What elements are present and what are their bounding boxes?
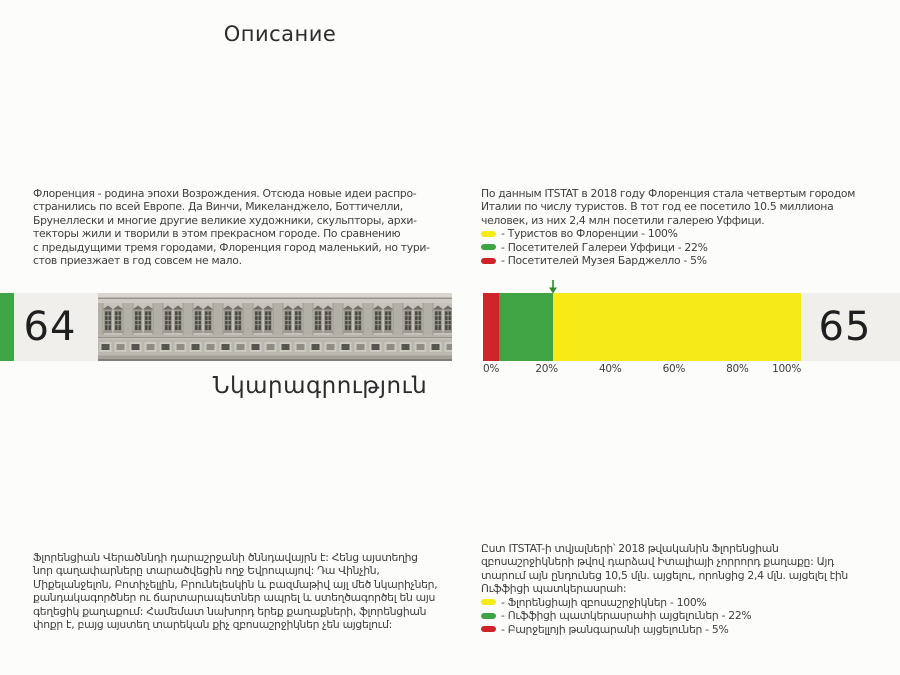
text-line: Ըստ ITSTAT-ի տվյալների՝ 2018 թվականին Ֆլորենցիան xyxy=(481,542,779,555)
legend-item xyxy=(481,254,896,267)
legend-label: - Посетителей Галереи Уффици - 22% xyxy=(501,240,708,254)
text-line: текторы жили и творили в этом прекрасном городе. По сравнению xyxy=(33,227,401,241)
down-arrow-icon xyxy=(548,280,557,294)
marker-arrow xyxy=(548,279,557,298)
text-line: человек, из них 2,4 млн посетили галерею Уффици. xyxy=(481,213,765,227)
text-line: նոր գաղափարները տարածվեցին ողջ Եվրոպայով: Դա Վինչին, xyxy=(33,564,380,578)
text-line: քանդակագործներ ու ճարտարապետներ ապրել և ստեղծագործել են այս xyxy=(33,591,436,605)
uffizi-facade-photo xyxy=(98,293,452,361)
armenian-stats-paragraph xyxy=(481,542,896,596)
chart-marker-layer xyxy=(483,279,801,293)
text-line: Ֆլորենցիան Վերածննդի դարաշրջանի ծննդավայրն է: Հենց այստեղից xyxy=(33,551,418,564)
text-line: По данным ITSTAT в 2018 году Флоренция стала четвертым городом xyxy=(481,187,856,200)
uffizi-facade-photo-svg xyxy=(98,293,452,361)
text-line: с предыдущими тремя городами, Флоренция город маленький, но тури- xyxy=(33,240,430,254)
legend-item xyxy=(481,622,896,635)
yellow-swatch-icon xyxy=(481,231,496,237)
text-line: Брунеллески и многие другие великие художники, скульпторы, архи- xyxy=(33,213,417,227)
russian-description-paragraph xyxy=(33,187,453,267)
text-line: Флоренция - родина эпохи Возрождения. Отсюда новые идеи распро- xyxy=(33,187,417,200)
text-line: գեղեցիկ քաղաքում: Համեմատ նախորդ երեք քաղաքների, ֆլորենցիան xyxy=(33,604,427,618)
text-line: Италии по числу туристов. В тот год ее посетило 10.5 миллиона xyxy=(481,200,834,214)
text-line: զբոսաշրջիկների թվով դարձավ Իտալիայի չորրորդ քաղաքը: Այդ xyxy=(481,555,835,569)
armenian-stats-block xyxy=(481,542,896,636)
green-swatch-icon xyxy=(481,613,496,619)
bar-segment-yellow xyxy=(553,293,801,361)
text-line: странились по всей Европе. Да Винчи, Микеланджело, Боттичелли, xyxy=(33,200,403,214)
red-swatch-icon xyxy=(481,258,496,264)
page-number-left: 64 xyxy=(23,304,77,350)
russian-chart-legend xyxy=(481,227,896,267)
legend-label: - Բարջելլոյի թանգարանի այցելուներ - 5% xyxy=(501,622,729,636)
legend-item xyxy=(481,241,896,254)
legend-item xyxy=(481,609,896,622)
yellow-swatch-icon xyxy=(481,599,496,605)
legend-label: - Туристов во Флоренции - 100% xyxy=(501,227,678,241)
legend-label: - Посетителей Музея Барджелло - 5% xyxy=(501,254,707,268)
text-line: փոքր է, բայց այստեղ տարեկան քիչ զբոսաշրջիկներ չեն այցելում: xyxy=(33,618,392,632)
text-line: Միքելանջելոն, Բոտիչելլին, Բրունելեսկին և բազմաթիվ այլ մեծ նկարիչներ, xyxy=(33,577,438,591)
russian-stats-block xyxy=(481,187,896,267)
armenian-chart-legend xyxy=(481,596,896,636)
axis-tick-label: 60% xyxy=(662,363,686,375)
legend-item xyxy=(481,227,896,240)
russian-stats-paragraph xyxy=(481,187,896,227)
axis-tick-label: 100% xyxy=(772,363,801,375)
axis-tick-label: 20% xyxy=(535,363,558,375)
green-swatch-icon xyxy=(481,244,496,250)
armenian-description-paragraph xyxy=(33,551,458,631)
armenian-section-title: Նկարագրություն xyxy=(212,373,428,399)
bar-segment-red xyxy=(483,293,499,361)
russian-section-title: Описание xyxy=(223,22,337,46)
axis-tick-label: 80% xyxy=(726,363,749,375)
bar-segment-green xyxy=(499,293,553,361)
red-swatch-icon xyxy=(481,626,496,632)
stacked-bar xyxy=(483,293,801,361)
legend-label: - Ուֆֆիցի պատկերասրահի այցելուներ - 22% xyxy=(501,609,752,623)
text-line: Ուֆֆիցի պատկերասրահ: xyxy=(481,582,627,596)
legend-label: - Ֆլորենցիայի զբոսաշրջիկներ - 100% xyxy=(501,595,707,609)
chart-axis xyxy=(483,363,801,377)
axis-tick-label: 40% xyxy=(598,363,622,375)
text-line: տարում այն ընդունեց 10,5 մլն. այցելու, որոնցից 2,4 մլն. այցելել էին xyxy=(481,568,848,582)
text-line: стов приезжает в год совсем не мало. xyxy=(33,254,242,268)
axis-tick-label: 0% xyxy=(483,363,500,375)
green-edge-accent-bar xyxy=(0,293,14,361)
legend-item xyxy=(481,596,896,609)
page-number-right: 65 xyxy=(818,304,872,350)
